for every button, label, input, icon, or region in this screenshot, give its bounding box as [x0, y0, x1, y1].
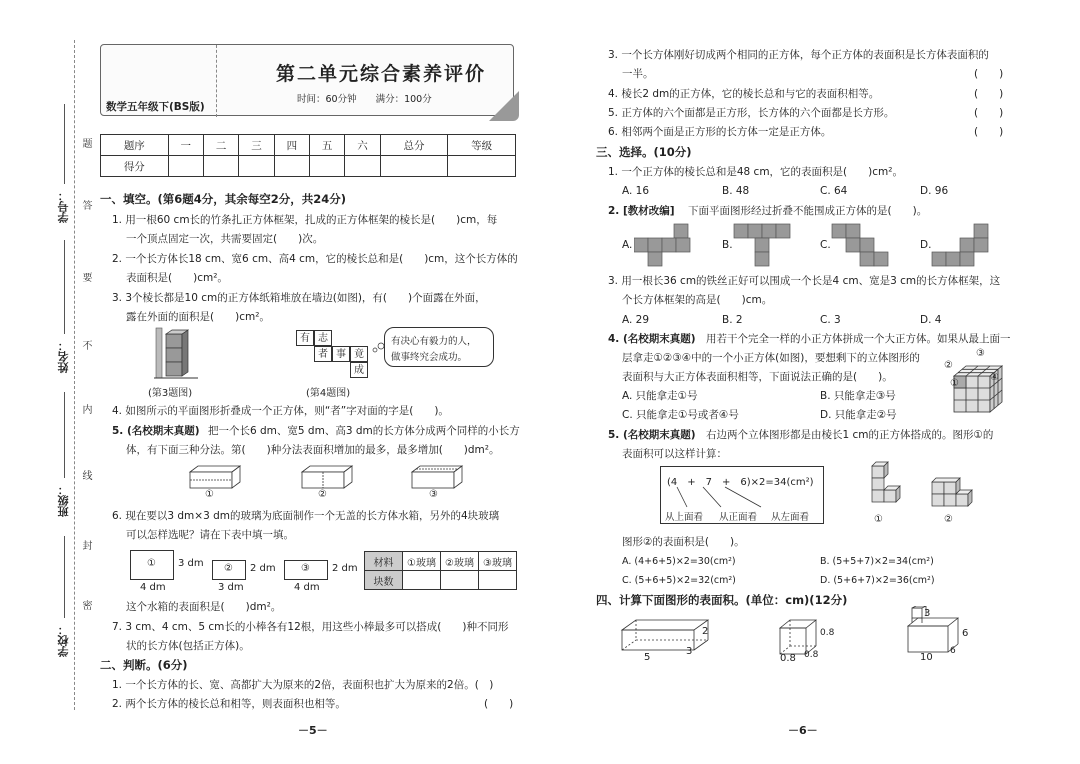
view-top-label: 从上面看 [665, 512, 704, 523]
solid-mark-1: ① [874, 514, 883, 525]
score-input-cell[interactable] [310, 156, 345, 177]
net-cell: 有 [296, 330, 314, 346]
score-cell: 总分 [380, 135, 448, 156]
formula-box [660, 466, 824, 524]
formula-arrows [661, 485, 825, 509]
s2-q5: 5. 正方体的六个面都是正方形，长方体的六个面都是长方形。 [608, 107, 895, 119]
s3-q4-opt-b[interactable]: B. 只能拿走③号 [820, 390, 896, 402]
q5-line2: 体，有下面三种分法。第( )种分法表面积增加的最多，最多增加( )dm²。 [126, 444, 500, 456]
s2-q4: 4. 棱长2 dm的正方体，它的棱长总和与它的表面积相等。 [608, 88, 880, 100]
box3-top-edge: 3 [924, 608, 931, 619]
q1-line2: 一个顶点固定一次，共需要固定( )次。 [126, 233, 324, 245]
s3-q5-line3: 图形②的表面积是( )。 [622, 536, 745, 548]
score-table-score-row [101, 156, 516, 177]
cube-edge-c: 0.8 [820, 628, 835, 638]
q6-line2: 可以怎样选呢？请在下表中填一填。 [126, 529, 294, 541]
s3-q1-opt-a[interactable]: A. 16 [622, 185, 650, 197]
class-line[interactable] [64, 392, 65, 478]
s3-q3-opt-d[interactable]: D. 4 [920, 314, 942, 326]
score-input-cell[interactable] [274, 156, 309, 177]
q2-line2: 表面积是( )cm²。 [126, 272, 228, 284]
net-cell: 志 [314, 330, 332, 346]
cube-mark-2: ② [944, 360, 953, 371]
glass-3-height: 2 dm [332, 563, 358, 574]
s3-q2-opt-b[interactable]: B. [722, 239, 733, 251]
s2-q4-bracket[interactable]: ( ) [974, 88, 1004, 100]
s2-q3-line2: 一半。 [622, 68, 654, 80]
s3-q5-opt-b[interactable]: B. (5+5+7)×2=34(cm²) [820, 556, 934, 567]
s3-q4-opt-a[interactable]: A. 只能拿走①号 [622, 390, 698, 402]
s3-q3-opt-b[interactable]: B. 2 [722, 314, 743, 326]
score-input-cell[interactable] [448, 156, 516, 177]
s3-q2-opt-a[interactable]: A. [622, 239, 633, 251]
binding-char: 要 [80, 272, 91, 284]
formula-text: (4 + 7 + 6)×2=34(cm²) [667, 477, 814, 488]
q6-line1: 6. 现在要以3 dm×3 dm的玻璃为底面制作一个无盖的长方体水箱，另外的4块玻璃 [112, 510, 500, 522]
box3-width: 6 [950, 646, 956, 656]
s3-q5-opt-c[interactable]: C. (5+6+5)×2=32(cm²) [622, 575, 736, 586]
net-cell: 事 [332, 346, 350, 362]
page-number-5: －5－ [298, 724, 328, 737]
box1-height: 2 [702, 626, 709, 637]
s3-q4-line3: 表面积与大正方体表面积相等，下面说法正确的是( )。 [622, 371, 893, 383]
section3-heading: 三、选择。(10分) [596, 145, 692, 159]
glass-2-width: 3 dm [218, 582, 244, 593]
fig4-net [296, 330, 376, 382]
page-curl-decoration [489, 91, 519, 121]
right-page [540, 0, 1080, 764]
s3-q2-tag: 2. [教材改编] [608, 205, 675, 217]
q5-mark-2: ② [318, 489, 327, 500]
s2-q1: 1. 一个长方体的长、宽、高都扩大为原来的2倍，表面积也扩大为原来的2倍。( ) [112, 679, 494, 691]
cube-mark-3: ③ [976, 348, 985, 359]
q6-line3: 这个水箱的表面积是( )dm²。 [126, 601, 282, 613]
q5-line1: 把一个长6 dm、宽5 dm、高3 dm的长方体分成两个同样的小长方 [208, 425, 520, 437]
s3-q3-opt-c[interactable]: C. 3 [820, 314, 841, 326]
class-label: 班级： [57, 484, 70, 517]
solid-mark-2: ② [944, 514, 953, 525]
fig4-caption: (第4题图) [306, 388, 351, 399]
s3-q3-opt-a[interactable]: A. 29 [622, 314, 650, 326]
q3-line2: 露在外面的面积是( )cm²。 [126, 311, 270, 323]
score-cell: 六 [345, 135, 380, 156]
q5-mark-3: ③ [429, 489, 438, 500]
net-cell: 成 [350, 362, 368, 378]
time-score-info: 时间：60分钟 满分：100分 [297, 94, 432, 105]
header-divider [216, 45, 217, 117]
net-cell: 竟 [350, 346, 368, 362]
s3-q2: 下面平面图形经过折叠不能围成正方体的是( )。 [688, 205, 928, 217]
s2-q6: 6. 相邻两个面是正方形的长方体一定是正方体。 [608, 126, 832, 138]
s2-q2: 2. 两个长方体的棱长总和相等，则表面积也相等。 [112, 698, 346, 710]
student-id-label: 学号： [57, 190, 70, 223]
s2-q5-bracket[interactable]: ( ) [974, 107, 1004, 119]
s2-q3-line1: 3. 一个长方体刚好切成两个相同的正方体，每个正方体的表面积是长方体表面积的 [608, 49, 989, 61]
header-box [100, 44, 514, 116]
page-title: 第二单元综合素养评价 [276, 63, 487, 85]
s3-q5-opt-d[interactable]: D. (5+6+7)×2=36(cm²) [820, 575, 935, 586]
score-cell: 五 [310, 135, 345, 156]
s3-q5-opt-a[interactable]: A. (4+6+5)×2=30(cm²) [622, 556, 736, 567]
score-cell: 二 [203, 135, 238, 156]
score-cell: 一 [168, 135, 203, 156]
q5-mark-1: ① [205, 489, 214, 500]
school-label: 学校： [57, 624, 70, 657]
score-input-cell[interactable] [168, 156, 203, 177]
box1-length: 5 [644, 652, 651, 663]
q1-line1: 1. 用一根60 cm长的竹条扎正方体框架，扎成的正方体框架的棱长是( )cm，每 [112, 214, 498, 226]
glass-mark: ① [147, 558, 156, 569]
s3-q2-opt-c[interactable]: C. [820, 239, 831, 251]
glass-1-height: 3 dm [178, 558, 204, 569]
s3-q4-line2: 层拿走①②③④中的一个小正方体(如图)，要想剩下的立体图形的 [622, 352, 920, 364]
section2-heading: 二、判断。(6分) [100, 658, 188, 672]
name-line[interactable] [64, 240, 65, 334]
q5-tag: 5. (名校期末真题) [112, 425, 200, 437]
grade-label: 数学五年级下(BS版) [106, 101, 205, 113]
mat-header: 材料 [365, 552, 403, 571]
net-cell: 者 [314, 346, 332, 362]
q3-line1: 3. 3个棱长都是10 cm的正方体纸箱堆放在墙边(如图)，有( )个面露在外面， [112, 292, 486, 304]
score-cell: 四 [274, 135, 309, 156]
s3-q1: 1. 一个正方体的棱长总和是48 cm，它的表面积是( )cm²。 [608, 166, 903, 178]
mat-input-cell[interactable] [479, 571, 517, 590]
s2-q3-bracket[interactable]: ( ) [974, 68, 1004, 80]
bubble-line1: 有决心有毅力的人， [391, 336, 477, 347]
glass-mark: ② [224, 563, 233, 574]
s3-q5-tag: 5. (名校期末真题) [608, 429, 696, 441]
glass-piece-2 [212, 560, 246, 580]
glass-3-width: 4 dm [294, 582, 320, 593]
glass-piece-1 [130, 550, 174, 580]
bubble-line2: 做事终究会成功。 [391, 352, 468, 363]
s3-q1-opt-d[interactable]: D. 96 [920, 185, 949, 197]
binding-char: 内 [80, 404, 91, 416]
school-line[interactable] [64, 536, 65, 618]
s3-q5-line2: 表面积可以这样计算： [622, 448, 727, 460]
mat-header: ①玻璃 [403, 552, 441, 571]
glass-1-width: 4 dm [140, 582, 166, 593]
box3-height: 6 [962, 628, 969, 639]
binding-char: 不 [80, 340, 91, 352]
s3-q3-line2: 个长方体框架的高是( )cm。 [622, 294, 773, 306]
score-input-cell[interactable] [380, 156, 448, 177]
binding-char: 答 [80, 200, 91, 212]
score-cell: 三 [239, 135, 274, 156]
s3-q5-line1: 右边两个立体图形都是由棱长1 cm的正方体搭成的。图形①的 [706, 429, 994, 441]
binding-char: 密 [80, 600, 91, 612]
s3-q4-opt-d[interactable]: D. 只能拿走②号 [820, 409, 897, 421]
score-cell: 题序 [101, 135, 169, 156]
fig3-stacked-cubes [152, 326, 200, 382]
cube-mark-1: ① [950, 378, 959, 389]
s3-q5-solids [864, 460, 984, 516]
s3-q1-opt-b[interactable]: B. 48 [722, 185, 750, 197]
glass-2-height: 2 dm [250, 563, 276, 574]
q7-line2: 状的长方体(包括正方体)。 [126, 640, 250, 652]
s3-q3-line1: 3. 用一根长36 cm的铁丝正好可以围成一个长是4 cm、宽是3 cm的长方体框架，这 [608, 275, 1001, 287]
section4-heading: 四、计算下面图形的表面积。(单位：cm)(12分) [596, 593, 848, 607]
glass-piece-3 [284, 560, 328, 580]
binding-char: 题 [80, 138, 91, 150]
q7-line1: 7. 3 cm、4 cm、5 cm长的小棒各有12根，用这些小棒最多可以搭成( )种不同形 [112, 621, 509, 633]
binding-dashed-line [74, 40, 75, 710]
material-table [364, 551, 517, 590]
mat-header: ②玻璃 [441, 552, 479, 571]
view-left-label: 从左面看 [771, 512, 810, 523]
q5-cut-boxes [186, 462, 476, 492]
q2-line1: 2. 一个长方体长18 cm、宽6 cm、高4 cm，它的棱长总和是( )cm，这个长方体的 [112, 253, 518, 265]
binding-char: 线 [80, 470, 91, 482]
mat-row-label: 块数 [365, 571, 403, 590]
s3-q2-nets [634, 222, 1014, 268]
page-number-6: －6－ [788, 724, 818, 737]
s3-q4-big-cube [950, 360, 1006, 420]
score-input-cell[interactable] [203, 156, 238, 177]
s3-q1-opt-c[interactable]: C. 64 [820, 185, 848, 197]
s3-q4-line1: 用若干个完全一样的小正方体拼成一个大正方体。如果从最上面一 [706, 333, 1011, 345]
s3-q4-opt-c[interactable]: C. 只能拿走①号或者④号 [622, 409, 739, 421]
fig3-caption: (第3题图) [148, 388, 193, 399]
name-label: 姓名： [57, 340, 70, 373]
score-row-label: 得分 [101, 156, 169, 177]
view-front-label: 从正面看 [719, 512, 758, 523]
box1-width: 3 [686, 646, 693, 657]
score-input-cell[interactable] [345, 156, 380, 177]
s2-q6-bracket[interactable]: ( ) [974, 126, 1004, 138]
score-table-header-row [101, 135, 516, 156]
section1-heading: 一、填空。(第6题4分，其余每空2分，共24分) [100, 192, 347, 206]
cube-edge-a: 0.8 [780, 653, 796, 664]
mat-input-cell[interactable] [441, 571, 479, 590]
student-id-line[interactable] [64, 104, 65, 184]
box3-length: 10 [920, 652, 933, 663]
cube-edge-b: 0.8 [804, 650, 819, 660]
cube-mark-4: ④ [990, 372, 999, 383]
fig4-speech-bubble [384, 327, 494, 367]
glass-mark: ③ [301, 563, 310, 574]
score-table [100, 134, 516, 177]
mat-header: ③玻璃 [479, 552, 517, 571]
binding-char: 封 [80, 540, 91, 552]
mat-input-cell[interactable] [403, 571, 441, 590]
q4-line: 4. 如图所示的平面图形折叠成一个正方体，则“者”字对面的字是( )。 [112, 405, 449, 417]
s2-q2-bracket[interactable]: ( ) [484, 698, 514, 710]
score-cell: 等级 [448, 135, 516, 156]
score-input-cell[interactable] [239, 156, 274, 177]
s3-q2-opt-d[interactable]: D. [920, 239, 932, 251]
s3-q4-tag: 4. (名校期末真题) [608, 333, 696, 345]
